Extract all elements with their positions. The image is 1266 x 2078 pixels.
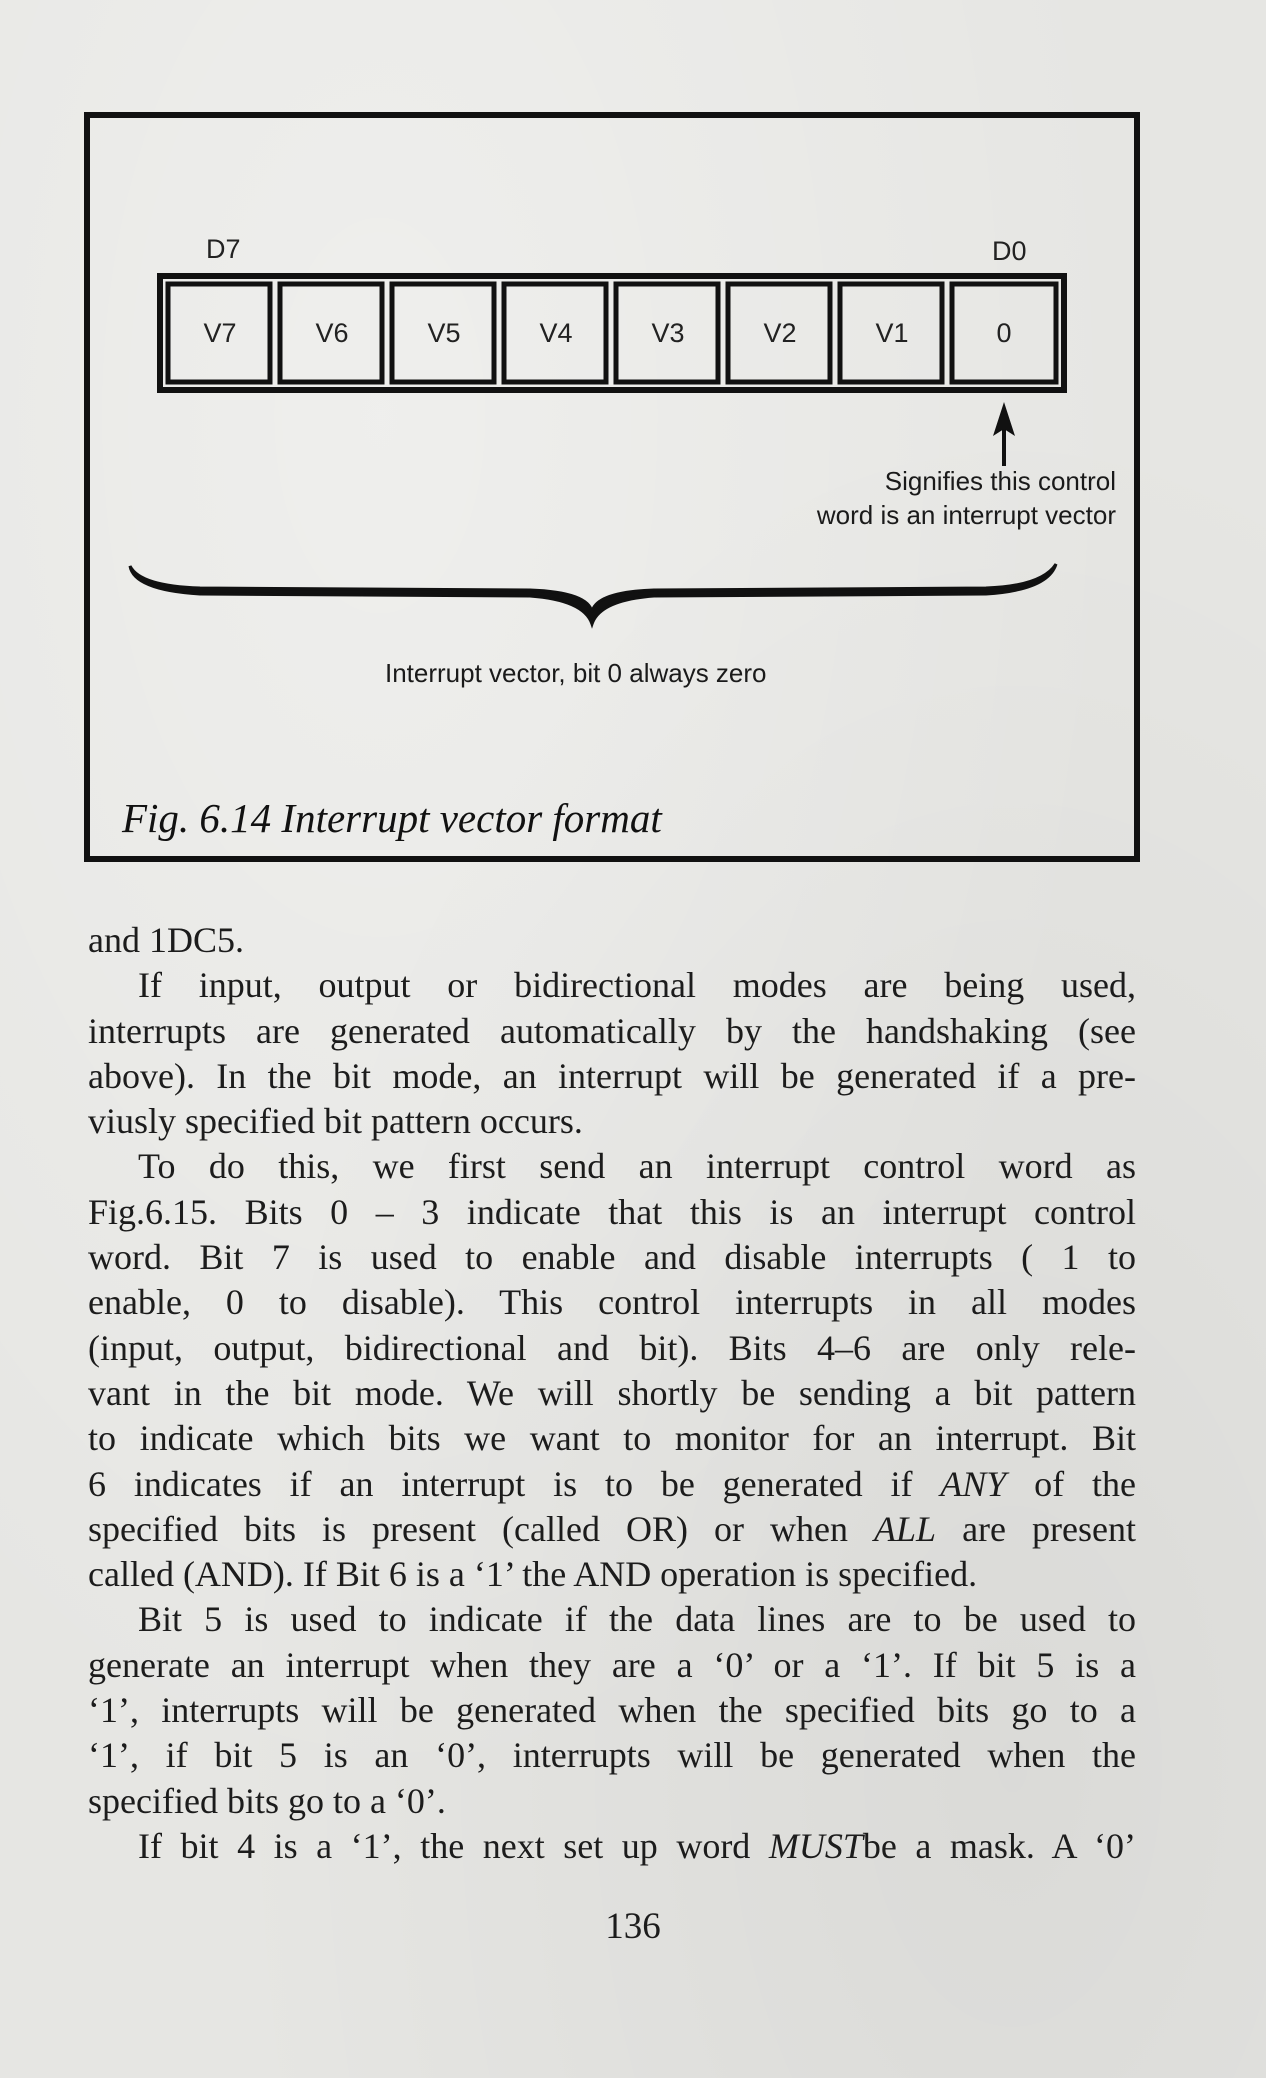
paragraph [88,1144,1136,1597]
text-line [88,1824,1136,1869]
brace-label: Interrupt vector, bit 0 always zero [385,658,767,688]
text-line [88,1507,1136,1552]
text-line: ‘1’, if bit 5 is an ‘0’, interrupts will be generated when the [88,1735,1136,1776]
text-line: interrupts are generated automatically by the handshaking (see [88,1010,1136,1051]
text-line: to indicate which bits we want to monitor for an interrupt. Bit [88,1418,1136,1459]
text-fragment: 6 indicates if an interrupt is to be generated if [88,1463,941,1504]
cell-label: V6 [315,318,349,348]
emphasis-must: MUST [768,1825,863,1866]
text-fragment: If bit 4 is a ‘1’, the next set up word [138,1825,769,1866]
text-line: (input, output, bidirectional and bit). Bits 4–6 are only rele- [88,1327,1136,1368]
text-line: vant in the bit mode. We will shortly be sending a bit pattern [88,1372,1136,1413]
text-fragment: are present [936,1508,1136,1549]
lsb-label: D0 [992,236,1027,266]
up-arrow-icon [993,402,1015,466]
cell-label: V7 [203,318,237,348]
body-text [88,918,1136,1869]
annotation-line-1: Signifies this control [884,466,1116,496]
emphasis-all: ALL [874,1508,937,1549]
text-line: generate an interrupt when they are a ‘0’ or a ‘1’. If bit 5 is a [88,1644,1136,1685]
text-fragment: of the [1006,1463,1136,1504]
cell-label: V5 [427,318,461,348]
curly-brace-icon [130,564,1056,624]
page-number: 136 [605,1906,661,1947]
text-line: called (AND). If Bit 6 is a ‘1’ the AND operation is specified. [88,1554,978,1595]
text-line: Fig.6.15. Bits 0 – 3 indicate that this is an interrupt control [88,1191,1136,1232]
paragraph [88,963,1136,1144]
cell-label: V1 [875,318,909,348]
annotation-line-2: word is an interrupt vector [816,500,1116,530]
cell-label: 0 [996,318,1012,348]
text-line: To do this, we first send an interrupt control word as [138,1146,1136,1187]
figure-caption: Fig. 6.14 Interrupt vector format [122,795,662,841]
text-line: above). In the bit mode, an interrupt will be generated if a pre- [88,1055,1136,1096]
text-line: enable, 0 to disable). This control interrupts in all modes [88,1282,1136,1323]
text-line [88,1462,1136,1507]
cell-label: V3 [651,318,685,348]
cell-label: V2 [763,318,797,348]
text-line: word. Bit 7 is used to enable and disable interrupts ( 1 to [88,1237,1136,1278]
cell-label: V4 [539,318,573,348]
text-line: If input, output or bidirectional modes are being used, [138,965,1136,1006]
msb-label: D7 [206,234,241,264]
text-line: ‘1’, interrupts will be generated when the specified bits go to a [88,1690,1136,1731]
text-line: specified bits go to a ‘0’. [88,1780,446,1821]
text-line: Bit 5 is used to indicate if the data lines are to be used to [138,1599,1136,1640]
paragraph [88,1824,1136,1869]
text-fragment: specified bits is present (called OR) or when [88,1508,874,1549]
text-fragment: be a mask. A ‘0’ [862,1825,1136,1866]
emphasis-any: ANY [940,1463,1007,1504]
paragraph [88,1597,1136,1823]
text-line: viusly specified bit pattern occurs. [88,1101,583,1142]
figure-6-14 [84,112,1140,862]
paragraph [88,918,1136,963]
text-line: and 1DC5. [88,920,244,960]
